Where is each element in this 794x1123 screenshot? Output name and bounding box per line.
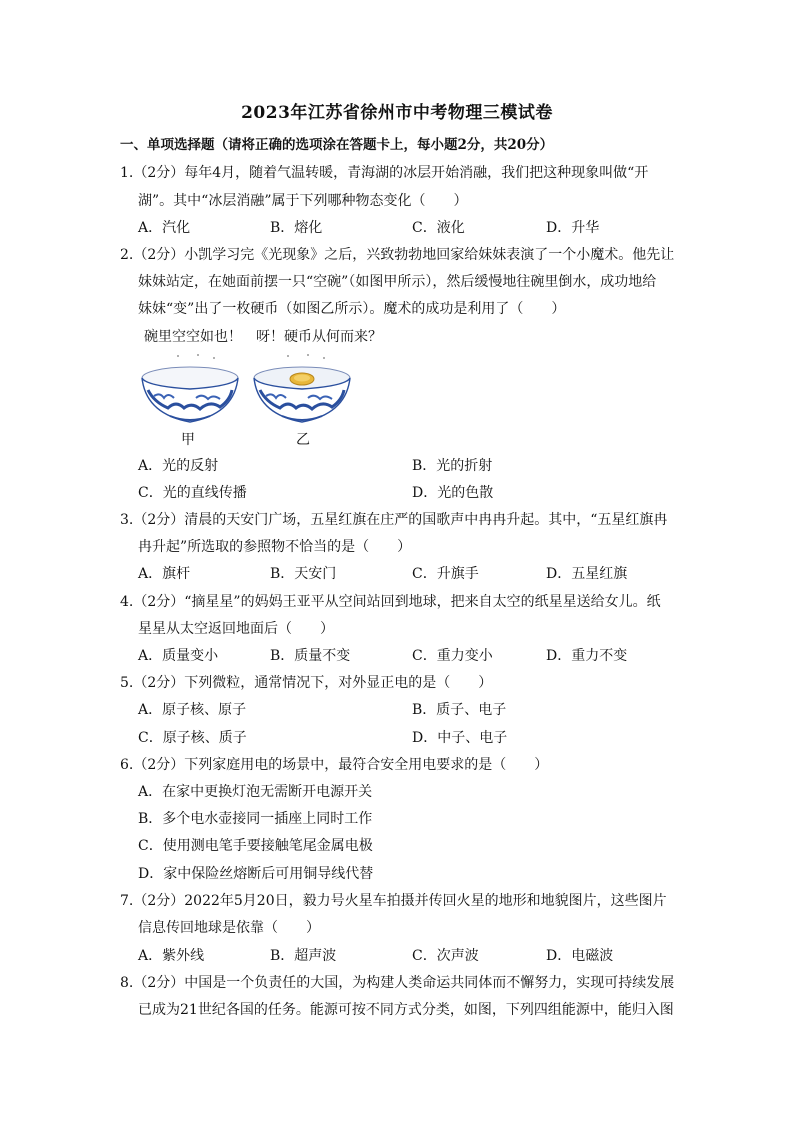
q1-line1: 1.（2分）每年4月，随着气温转暖，青海湖的冰层开始消融，我们把这种现象叫做“开 [120, 165, 649, 181]
coin-bowl-figure [252, 352, 352, 424]
q1-option-c: C．液化 [412, 220, 465, 236]
q7-option-c: C．次声波 [412, 948, 479, 964]
q4-option-d: D．重力不变 [546, 648, 628, 664]
q3-line1: 3.（2分）清晨的天安门广场，五星红旗在庄严的国歌声中冉冉升起。其中，“五星红旗冉 [120, 512, 668, 528]
q6-option-c: C．使用测电笔手要接触笔尾金属电极 [138, 838, 373, 854]
q7-option-d: D．电磁波 [546, 948, 614, 964]
q1-option-d: D．升华 [546, 220, 600, 236]
q3-option-d: D．五星红旗 [546, 566, 628, 582]
q6-option-b: B．多个电水壶接同一插座上同时工作 [138, 811, 373, 827]
q6-option-d: D．家中保险丝熔断后可用铜导线代替 [138, 866, 374, 882]
figure-label-b: 乙 [296, 432, 310, 448]
q4-option-c: C．重力变小 [412, 648, 493, 664]
q5-option-c: C．原子核、质子 [138, 730, 247, 746]
q7-line1: 7.（2分）2022年5月20日，毅力号火星车拍摄并传回火星的地形和地貌图片，这些图片 [120, 893, 667, 909]
q4-option-b: B．质量不变 [270, 648, 351, 664]
q2-line1: 2.（2分）小凯学习完《光现象》之后，兴致勃勃地回家给妹妹表演了一个小魔术。他先让 [120, 247, 675, 263]
q7-option-a: A．紫外线 [138, 948, 205, 964]
q1-line2: 湖”。其中“冰层消融”属于下列哪种物态变化（ ） [138, 193, 468, 209]
q8-line1: 8.（2分）中国是一个负责任的大国，为构建人类命运共同体而不懈努力，实现可持续发展 [120, 975, 675, 991]
figure-label-a: 甲 [181, 432, 195, 448]
empty-bowl-figure [140, 352, 240, 424]
q2-option-a: A．光的反射 [138, 458, 219, 474]
q4-line1: 4.（2分）“摘星星”的妈妈王亚平从空间站回到地球，把来自太空的纸星星送给女儿。纸 [120, 594, 661, 610]
q7-option-b: B．超声波 [270, 948, 337, 964]
page-title: 2023年江苏省徐州市中考物理三模试卷 [241, 103, 553, 123]
figure-caption: 碗里空空如也！ 呀！硬币从何而来？ [144, 329, 382, 345]
q6-option-a: A．在家中更换灯泡无需断开电源开关 [138, 784, 373, 800]
q7-line2: 信息传回地球是依靠（ ） [138, 920, 320, 936]
q3-option-a: A．旗杆 [138, 566, 191, 582]
q2-line3: 妹妹“变”出了一枚硬币（如图乙所示）。魔术的成功是利用了（ ） [138, 301, 566, 317]
q4-option-a: A．质量变小 [138, 648, 219, 664]
q1-option-b: B．熔化 [270, 220, 323, 236]
q3-option-b: B．天安门 [270, 566, 337, 582]
q5-line1: 5.（2分）下列微粒，通常情况下，对外显正电的是（ ） [120, 675, 493, 691]
q2-option-d: D．光的色散 [412, 485, 494, 501]
q2-line2: 妹妹站定，在她面前摆一只“空碗”（如图甲所示），然后缓慢地往碗里倒水，成功地给 [138, 274, 657, 290]
q8-line2: 已成为21世纪各国的任务。能源可按不同方式分类，如图，下列四组能源中，能归入图 [138, 1002, 674, 1018]
q2-option-c: C．光的直线传播 [138, 485, 247, 501]
q5-option-d: D．中子、电子 [412, 730, 508, 746]
q3-option-c: C．升旗手 [412, 566, 479, 582]
q4-line2: 星星从太空返回地面后（ ） [138, 621, 334, 637]
q5-option-b: B．质子、电子 [412, 702, 507, 718]
q2-option-b: B．光的折射 [412, 458, 493, 474]
q5-option-a: A．原子核、原子 [138, 702, 247, 718]
q6-line1: 6.（2分）下列家庭用电的场景中，最符合安全用电要求的是（ ） [120, 757, 549, 773]
section-heading: 一、单项选择题（请将正确的选项涂在答题卡上，每小题2分，共20分） [120, 137, 554, 153]
q3-line2: 冉升起”所选取的参照物不恰当的是（ ） [138, 539, 412, 555]
q1-option-a: A．汽化 [138, 220, 191, 236]
